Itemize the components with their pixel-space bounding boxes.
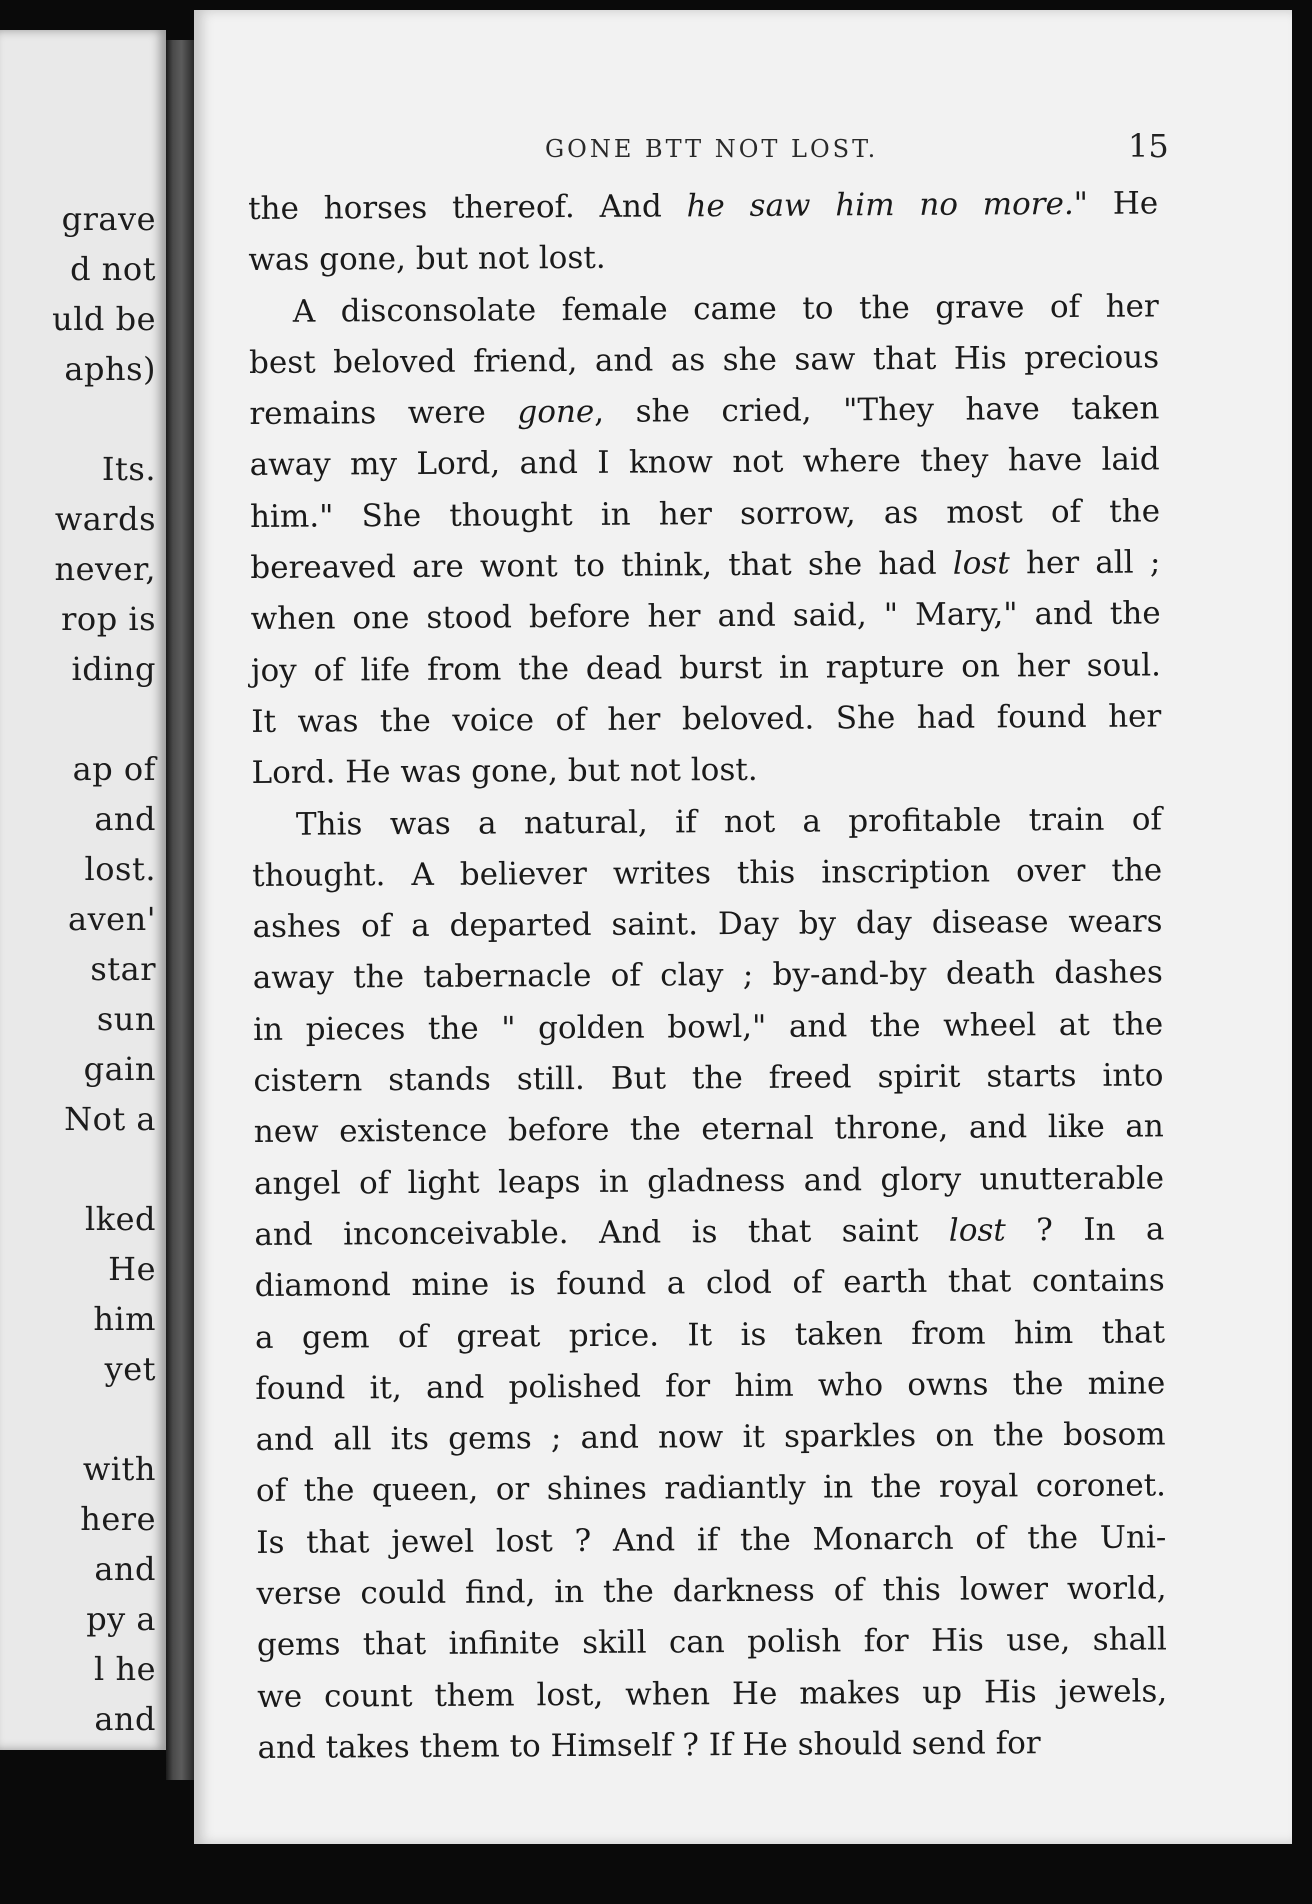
text-line xyxy=(249,384,1159,441)
text-line xyxy=(250,486,1160,543)
text-line xyxy=(255,1256,1165,1313)
left-fragment: rop is xyxy=(61,600,156,638)
text-run: " He xyxy=(1073,185,1159,222)
text-line xyxy=(252,794,1162,851)
left-fragment: sun xyxy=(96,1000,156,1038)
text-line xyxy=(253,999,1163,1056)
left-fragment: grave xyxy=(61,200,156,238)
page-number: 15 xyxy=(1128,127,1169,165)
left-fragment: lked xyxy=(84,1200,156,1238)
text-run: away my Lord, and I know not where they have laid xyxy=(249,441,1160,484)
text-run: and all its gems ; and now it sparkles on the bosom xyxy=(255,1416,1166,1459)
text-run: best beloved friend, and as she saw that His precious xyxy=(248,339,1160,381)
text-run: when one stood before her and said, " Mary," and the xyxy=(250,595,1161,638)
running-head: GONE BTT NOT LOST. xyxy=(545,135,879,163)
text-run: and takes them to Himself ? If He should send for xyxy=(257,1725,1041,1766)
left-fragment: gain xyxy=(83,1050,156,1088)
text-line xyxy=(252,845,1162,902)
left-fragment: lost. xyxy=(84,850,156,888)
left-fragment: py a xyxy=(86,1600,156,1638)
left-fragment: aphs) xyxy=(64,350,156,388)
text-run: gems that infinite skill can polish for His use, shall xyxy=(256,1621,1168,1664)
text-run: remains were xyxy=(249,394,518,433)
left-fragment: and xyxy=(94,1700,156,1738)
text-line xyxy=(257,1666,1167,1723)
text-line xyxy=(248,178,1158,235)
text-run: Is that jewel lost ? And if the Monarch of the Uni- xyxy=(256,1519,1167,1561)
text-line xyxy=(254,1204,1164,1261)
left-fragment: here xyxy=(80,1500,156,1538)
left-fragment: uld be xyxy=(52,300,156,338)
left-fragment: d not xyxy=(70,250,156,288)
text-line xyxy=(251,691,1161,748)
text-run: the horses thereof. And xyxy=(248,188,687,227)
text-run: Lord. He was gone, but not lost. xyxy=(251,752,758,792)
body-text xyxy=(248,178,1168,1774)
left-fragment: l he xyxy=(94,1650,156,1688)
text-line xyxy=(253,948,1163,1005)
left-fragment: wards xyxy=(54,500,156,538)
text-run: he saw him no more. xyxy=(686,185,1074,225)
text-line xyxy=(256,1563,1166,1620)
left-fragment: Not a xyxy=(64,1100,156,1138)
text-line xyxy=(249,281,1159,338)
text-run: him." She thought in her sorrow, as most of the xyxy=(249,493,1161,535)
text-run: new existence before the eternal throne, and like an xyxy=(253,1108,1164,1151)
left-fragment: with xyxy=(82,1450,156,1488)
text-line xyxy=(251,589,1161,646)
text-line xyxy=(251,743,1161,800)
text-line xyxy=(256,1512,1166,1569)
text-run: lost xyxy=(952,545,1010,582)
text-line xyxy=(249,332,1159,389)
text-run: ashes of a departed saint. Day by day disease wears xyxy=(252,903,1163,946)
text-run: lost xyxy=(948,1212,1006,1249)
text-run: was gone, but not lost. xyxy=(248,240,606,279)
text-run: It was the voice of her beloved. She had found her xyxy=(251,698,1162,740)
text-line xyxy=(256,1410,1166,1467)
text-run: ? In a xyxy=(1005,1211,1165,1249)
text-run: a gem of great price. It is taken from him that xyxy=(254,1313,1166,1356)
text-line xyxy=(252,897,1162,954)
left-fragment: never, xyxy=(54,550,156,588)
text-line xyxy=(250,538,1160,595)
text-run: angel of light leaps in gladness and glory unutterable xyxy=(253,1160,1165,1202)
text-run: , she cried, "They have taken xyxy=(594,390,1160,431)
left-fragment: and xyxy=(94,1550,156,1588)
text-run: gone xyxy=(517,394,595,431)
text-line xyxy=(257,1717,1167,1774)
left-fragment: yet xyxy=(104,1350,156,1388)
text-line xyxy=(248,230,1158,287)
text-run: bereaved are wont to think, that she had xyxy=(250,545,953,587)
text-line xyxy=(255,1358,1165,1415)
left-fragment: him xyxy=(93,1300,156,1338)
left-fragment: and xyxy=(94,800,156,838)
text-line xyxy=(253,1050,1163,1107)
text-line xyxy=(256,1461,1166,1518)
text-run: This was a natural, if not a profitable train of xyxy=(295,800,1163,843)
text-line xyxy=(254,1153,1164,1210)
text-line xyxy=(251,640,1161,697)
text-run: of the queen, or shines radiantly in the royal coronet. xyxy=(255,1467,1167,1510)
text-line xyxy=(254,1102,1164,1159)
text-run: thought. A believer writes this inscription over the xyxy=(252,852,1163,894)
text-run: her all ; xyxy=(1009,544,1161,582)
text-run: found it, and polished for him who owns the mine xyxy=(255,1365,1166,1407)
left-fragment: iding xyxy=(71,650,156,688)
text-run: in pieces the " golden bowl," and the wheel at the xyxy=(253,1006,1164,1048)
left-fragment: ap of xyxy=(72,750,156,788)
book-gutter xyxy=(166,40,194,1780)
facing-page-left xyxy=(0,30,166,1750)
text-run: cistern stands still. But the freed spirit starts into xyxy=(253,1057,1164,1100)
text-run: away the tabernacle of clay ; by-and-by death dashes xyxy=(252,954,1163,997)
left-fragment: He xyxy=(108,1250,156,1288)
text-run: A disconsolate female came to the grave of her xyxy=(292,288,1159,330)
left-fragment: star xyxy=(90,950,156,988)
text-run: we count them lost, when He makes up His jewels, xyxy=(257,1673,1168,1715)
text-run: joy of life from the dead burst in rapture on her soul. xyxy=(250,647,1162,689)
text-run: verse could find, in the darkness of this lower world, xyxy=(256,1570,1167,1612)
text-run: diamond mine is found a clod of earth that contains xyxy=(254,1262,1165,1305)
left-fragment: Its. xyxy=(101,450,156,488)
text-line xyxy=(250,435,1160,492)
text-line xyxy=(255,1307,1165,1364)
text-line xyxy=(257,1615,1167,1672)
left-fragment: aven' xyxy=(68,900,156,938)
text-run: and inconceivable. And is that saint xyxy=(254,1212,949,1253)
